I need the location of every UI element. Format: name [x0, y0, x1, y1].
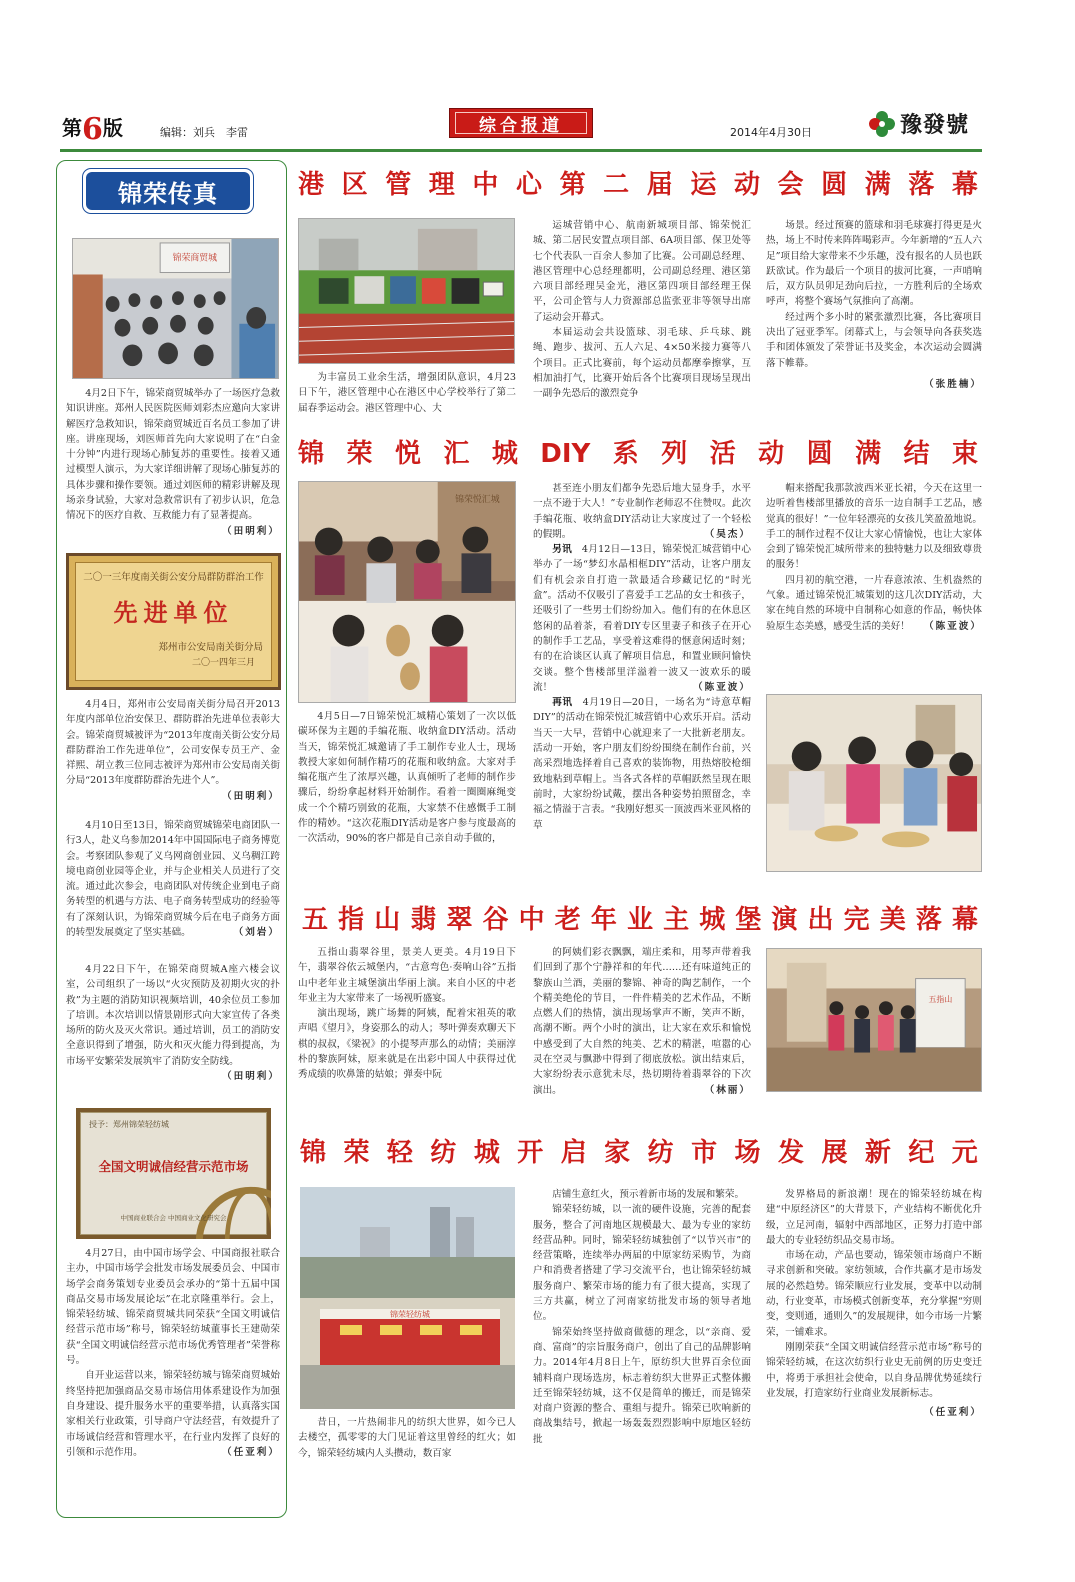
diy-vase-photo: [298, 481, 516, 703]
castle-performance-photo: [766, 948, 982, 1092]
article1-col3: 场景。经过预赛的篮球和羽毛球赛打得更是火热，场上不时传来阵阵喝彩声。今年新增的“五人六足”项目给大家带来不少乐趣，没有报名的人员也跃跃欲试。作为最后一个项目的拔河比赛，一声哨响后，双方队员卯足劲向后拉，一方胜利后的全场欢呼声，将整个赛场气氛推向了高潮。 经过两个多小时的紧张激烈比赛，各比赛项目决出了冠亚季军。闭幕式上，与会领导向各获奖选手和团体颁发了荣誉证书及奖金，本次运动会圆满落下帷幕。 （张胜楠）: [766, 220, 982, 390]
sports-meet-photo: [298, 218, 515, 364]
article1-headline: 港 区 管 理 中 心 第 二 届 运 动 会 圆 满 落 幕: [298, 170, 978, 200]
sidebar-item-ecommerce: 4月10日至13日，锦荣商贸城锦荣电商团队一行3人，赴义乌参加2014年中国国际电子商务博览会。考察团队参观了义乌网商创业园、义乌稠江跨境电商创业园等企业，并与企业相关人员进行了交流。通过此次参会，电商团队对传统企业到电子商务转型的机遇与方法、电子商务转型成功的经验等有了深刻认识，为锦荣商贸城今后在电子商务方面的转型发展奠定了坚实基础。 （刘岩）: [66, 820, 280, 939]
article3-col1: 五指山翡翠谷里，景美人更美。4月19日下午，翡翠谷依云城堡内，“古意弯色·奏响山谷”五指山中老年业主城堡演出华丽上演。来自小区的中老年业主为大家带来了一场视听盛宴。 演出现场，跳广场舞的阿姨，配着宋祖英的歌声唱《望月》，身姿那么的动人；琴叶弹奏欢聊天下棋的叔叔，《梁祝》的小提琴声那么的动情；美丽淳朴的黎族阿妹，原来就是在出彩中国人中获得过优秀成绩的吹鼻箫的姑娘；弹奏中阮: [298, 947, 516, 1081]
lecture-photo: [72, 238, 279, 379]
clover-logo-icon: [868, 110, 896, 138]
plaque-advanced-unit: 二〇一三年度南关街公安分局群防群治工作 先进单位 郑州市公安局南关街分局 二〇一四年三月: [66, 553, 281, 690]
section-label: 综合报道: [449, 108, 593, 138]
sidebar-item-fire-training: 4月22日下午，在锦荣商贸城A座六楼会议室，公司组织了一场以“火灾预防及初期火灾的扑救”为主题的消防知识视频培训，40余位员工参加了培训。本次培训以情景剧形式向大家宣传了各类场所的防火及灭火常识。通过培训，员工的消防安全意识得到了增强，防火和灭火能力得到提高，为市场平安繁荣发展筑牢了消防安全防线。 （田明利）: [66, 964, 280, 1083]
article1-col2: 运城营销中心、航南新城项目部、锦荣悦汇城、第二居民安置点项目部、6A项目部、保卫处等七个代表队一百余人参加了比赛。公司副总经理、港区管理中心总经理都明，公司副总经理、港区第六项目部经理吴金光，港区第四项目部经理王保平，公司企管与人力资源部总监张亚非等领导出席了运动会开幕式。 本届运动会共设篮球、羽毛球、乒乓球、跳绳、跑步、拔河、五人六足、4×50米接力赛等八个项目。正式比赛前，每个运动员都摩拳擦掌，互相加油打气，比赛开始后各个比赛项目现场呈现出一副争先恐后的激烈竞争: [533, 220, 751, 400]
sidebar-item-forum: 4月27日，由中国市场学会、中国商报社联合主办，中国市场学会批发市场发展委员会、中国市场学会商务策划专业委员会承办的“第十五届中国商品交易市场发展论坛”在北京隆重举行。会上，锦荣轻纺城、锦荣商贸城共同荣获“全国文明诚信经营示范市场”称号，锦荣轻纺城董事长王建勋荣获“全国文明诚信经营示范市场优秀管理者”荣誉称号。 自开业运营以来，锦荣轻纺城与锦荣商贸城始终坚持把加强商品交易市场信用体系建设作为加强自身建设、提升服务水平的重要举措，认真落实国家相关行业政策，引导商户守法经营，有效提升了市场诚信经营和管理水平，在行业内发挥了良好的引领和示范作用。 （任亚利）: [66, 1248, 280, 1458]
publisher-logo: [868, 108, 986, 140]
masthead-rule: [60, 149, 982, 152]
article2-col3: 帽来搭配我那款波西米亚长裙，今天在这里一边听着售楼部里播放的音乐一边自制手工艺品，感觉真的很好！”一位年轻漂亮的女孩儿笑盈盈地说。手工的制作过程不仅让大家心情愉悦，也让大家体会到了锦荣悦汇城所带来的独特魅力以及细致尊贵的服务！ 四月初的航空港，一片春意浓浓、生机盎然的气象。通过锦荣悦汇城策划的这几次DIY活动，大家在纯自然的环境中自制称心如意的作品，畅快体验原生态美感，感受生活的美好！ （陈亚波）: [766, 483, 982, 632]
plaque-civilized-market: 授予：郑州锦荣轻纺城 全国文明诚信经营示范市场 中国商业联合会 中国商业文化研究会: [76, 1108, 271, 1239]
article4-col3: 发界格局的新浪潮！现在的锦荣轻纺城在构建“中原经济区”的大背景下，产业结构不断优化升级，立足河南，辐射中西部地区，正努力打造中部最大的专业轻纺织品交易市场。 市场在动，产品也要动，锦荣领市场商户不断寻求创新和突破。家纺领域，合作共赢才是市场发展的必然趋势。锦荣顺应行业发展，变革中以动制动，行业变革，市场模式创新变革，充分掌握“穷则变，变则通，通则久”的发展规律，如今市场一片繁荣，一铺难求。 刚刚荣获“全国文明诚信经营示范市场”称号的锦荣轻纺城，在这次纺织行业史无前例的历史变迁中，将勇于承担社会使命，以自身品牌优势延续行业发展，打造家纺行业商业发展新标志。 （任亚利）: [766, 1189, 982, 1419]
svg-text:五指山: 五指山: [928, 995, 953, 1005]
article4-col1: 昔日，一片热闹非凡的纺织大世界，如今已人去楼空，孤零零的大门见证着这里曾经的红火；如今，锦荣轻纺城内人头攒动，数百家: [298, 1417, 516, 1459]
page-number: 第6版: [62, 112, 123, 147]
article4-col2: 店铺生意红火，预示着新市场的发展和繁荣。 锦荣轻纺城，以一流的硬件设施，完善的配套服务，整合了河南地区规模最大、最为专业的家纺经营品种。同时，锦荣轻纺城独创了“以节兴市”的经营策略，连续举办两届的中原家纺采购节，为商户和消费者搭建了学习交流平台，也让锦荣轻纺城服务商户、繁荣市场的能力有了很大提高，实现了三方共赢，树立了河南家纺批发市场的领导者地位。 锦荣始终坚持做商做德的理念，以“亲商、爱商、富商”的宗旨服务商户，创出了自己的品牌影响力。2014年4月8日上午，原纺织大世界百余位面辅料商户现场选房，标志着纺织大世界正式整体搬迁至锦荣轻纺城，这不仅是简单的搬迁，而是锦荣对商户资源的整合、重组与提升。锦荣已吹响新的商战集结号，掀起一场轰轰烈烈影响中原地区轻纺批: [533, 1189, 751, 1445]
svg-text:锦荣悦汇城: 锦荣悦汇城: [455, 494, 500, 505]
textile-city-photo: [300, 1187, 515, 1409]
issue-date: 2014年4月30日: [730, 126, 812, 139]
article2-headline: 锦 荣 悦 汇 城 DIY 系 列 活 动 圆 满 结 束: [298, 439, 978, 469]
sidebar-title: 锦荣传真: [82, 168, 254, 214]
svg-text:锦荣商贸城: 锦荣商贸城: [172, 253, 218, 264]
article3-col2: 的阿姨们彩衣飘飘，端庄柔和，用琴声带着我们回到了那个宁静祥和的年代……还有味道纯正的黎族山兰酒，美丽的黎锦、神奇的陶艺制作，一个个精美绝伦的节目，一件件精美的艺术作品，不断点燃人们的热情，演出现场掌声不断，笑声不断，高潮不断。两个小时的演出，让大家在欢乐和愉悦中感受到了大自然的纯美、艺术的精湛，喧嚣的心灵在空灵与飘渺中得到了彻底放松。演出结束后，大家纷纷表示意犹未尽，热切期待着翡翠谷的下次演出。 （林丽）: [533, 947, 751, 1096]
article1-col1: 为丰富员工业余生活，增强团队意识，4月23日下午，港区管理中心在港区中心学校举行了第二届春季运动会。港区管理中心、大: [298, 372, 516, 414]
logo-text: 豫發號: [900, 112, 970, 138]
sidebar-item-lecture: 4月2日下午，锦荣商贸城举办了一场医疗急救知识讲座。郑州人民医院医师刘彩杰应邀向大家讲解医疗急救知识，锦荣商贸城近百名员工参加了讲座。讲座现场，刘医师首先向大家说明了在“白金十分钟”内进行现场心肺复苏的重要性。接着又通过模型人演示，为大家详细讲解了现场心肺复苏的具体步骤和操作要领。通过刘医师的精彩讲解及现场亲身试验，大家对急救常识有了初步认识，危急情况下的医疗自救、互救能力有了显著提高。 （田明利）: [66, 388, 280, 537]
article2-col2: 甚至连小朋友们都争先恐后地大显身手，水平一点不逊于大人！”专业制作老师忍不住赞叹。此次手编花瓶、收纳盒DIY活动让大家度过了一个轻松的假期。 （吴杰） 另讯 4月12日—13日，锦荣悦汇城营销中心举办了一场“梦幻水晶相框DIY”活动，让客户朋友们有机会亲自打造一款最适合珍藏记忆的“时光盒”。活动不仅吸引了喜爱手工艺品的女士和孩子，还吸引了一些男士们纷纷加入。他们有的在休息区悠闲的品着茶，看着DIY专区里妻子和孩子在开心的制作手工艺品，享受着这难得的惬意闲适时刻；有的在洽谈区认真了解项目信息，和置业顾问愉快交谈。整个售楼部里洋溢着一波又一波欢乐的暖流！ （陈亚波） 再讯 4月19日—20日，一场名为“诗意草帽DIY”的活动在锦荣悦汇城营销中心欢乐开启。活动当天一大早，营销中心就迎来了一大批新老朋友。活动一开始，客户朋友们纷纷围绕在制作台前，兴高采烈地选择着自己喜欢的装饰物，用热熔胶枪细致地粘到草帽上。当各式各样的草帽跃然呈现在眼前时，大家纷纷试戴，摆出各种姿势拍照留念，幸福之情溢于言表。“我刚好想买一顶波西米亚风格的草: [533, 483, 751, 831]
article4-headline: 锦 荣 轻 纺 城 开 启 家 纺 市 场 发 展 新 纪 元: [300, 1138, 978, 1168]
article2-col1: 4月5日—7日锦荣悦汇城精心策划了一次以低碳环保为主题的手编花瓶、收纳盒DIY活动。活动当天，锦荣悦汇城邀请了手工制作专业人士，现场教授大家如何制作精巧的花瓶和收纳盒。大家对手编花瓶产生了浓厚兴趣，认真倾听了老师的制作步骤后，纷纷拿起材料开始制作。看着一圈圈麻绳变成一个个精巧别致的花瓶，大家禁不住感慨手工制作的精妙。“这次花瓶DIY活动是客户参与度最高的一次活动，90%的客户都是自己亲自动手做的，: [298, 711, 516, 845]
masthead: [60, 104, 985, 152]
editors-credit: 编辑：刘兵 李雷: [160, 126, 248, 139]
diy-hat-photo: [766, 694, 982, 872]
article3-headline: 五 指 山 翡 翠 谷 中 老 年 业 主 城 堡 演 出 完 美 落 幕: [302, 905, 978, 935]
svg-text:锦荣轻纺城: 锦荣轻纺城: [390, 1310, 430, 1319]
globe-emblem-icon: [158, 1181, 271, 1239]
sidebar-item-security: 4月4日，郑州市公安局南关街分局召开2013年度内部单位治安保卫、群防群治先进单位表彰大会。锦荣商贸城被评为“2013年度南关街公安分局群防群治工作先进单位”，公司安保专员王产、金祥熙、胡立教三位同志被评为郑州市公安局南关街分局“2013年度群防群治先进个人”。 （田明利）: [66, 699, 280, 802]
